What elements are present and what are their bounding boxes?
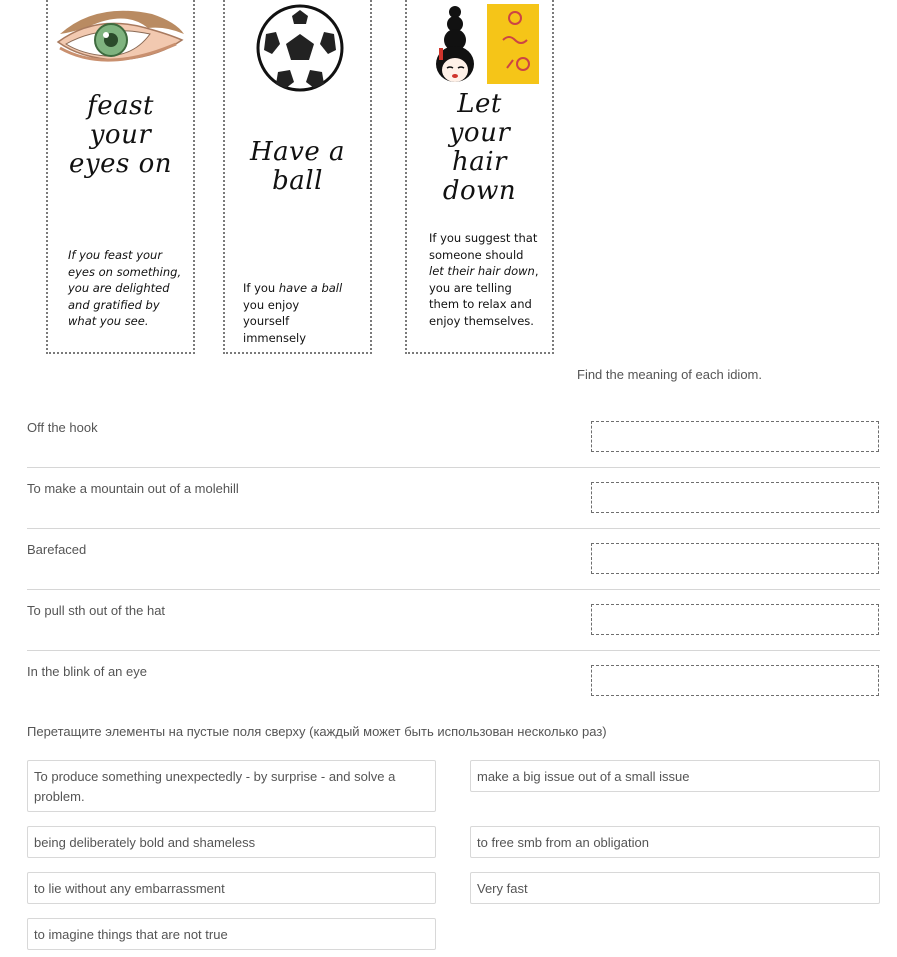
idiom-card-let-your-hair-down xyxy=(405,0,554,354)
card-title: Let your hair down xyxy=(442,89,517,206)
geisha-hair-icon xyxy=(427,4,539,84)
card-description: If you have a ball you enjoy yourself immensely xyxy=(243,281,343,345)
card-title: Have a ball xyxy=(249,137,345,196)
draggable-option[interactable]: To produce something unexpectedly - by surprise - and solve a problem. xyxy=(27,760,436,812)
instruction-text: Find the meaning of each idiom. xyxy=(577,367,762,382)
drop-zone[interactable] xyxy=(591,421,879,452)
idiom-label: Off the hook xyxy=(27,420,98,435)
draggable-option[interactable]: Very fast xyxy=(470,872,880,904)
drop-zone[interactable] xyxy=(591,482,879,513)
card-description: If you feast your eyes on something, you are delighted and gratified by what you see. xyxy=(68,248,182,328)
drag-instruction: Перетащите элементы на пустые поля сверху (каждый может быть использован несколько раз) xyxy=(27,724,607,739)
idiom-label: Barefaced xyxy=(27,542,87,557)
idiom-label: In the blink of an eye xyxy=(27,664,147,679)
divider xyxy=(27,528,880,529)
card-description: If you suggest that someone should let their hair down, you are telling them to relax and enjoy themselves. xyxy=(429,231,539,328)
card-title: feast your eyes on xyxy=(69,91,172,179)
draggable-option[interactable]: being deliberately bold and shameless xyxy=(27,826,436,858)
drop-zone[interactable] xyxy=(591,665,879,696)
idiom-label: To make a mountain out of a molehill xyxy=(27,481,239,496)
idiom-card-feast-your-eyes xyxy=(46,0,195,354)
draggable-option[interactable]: to free smb from an obligation xyxy=(470,826,880,858)
draggable-option[interactable]: to imagine things that are not true xyxy=(27,918,436,950)
idiom-label: To pull sth out of the hat xyxy=(27,603,166,618)
draggable-option[interactable]: make a big issue out of a small issue xyxy=(470,760,880,792)
drop-zone[interactable] xyxy=(591,543,879,574)
soccer-ball-icon xyxy=(256,4,344,92)
drop-zone[interactable] xyxy=(591,604,879,635)
draggable-option[interactable]: to lie without any embarrassment xyxy=(27,872,436,904)
divider xyxy=(27,650,880,651)
eye-icon xyxy=(56,4,186,70)
divider xyxy=(27,589,880,590)
idiom-card-have-a-ball xyxy=(223,0,372,354)
divider xyxy=(27,467,880,468)
